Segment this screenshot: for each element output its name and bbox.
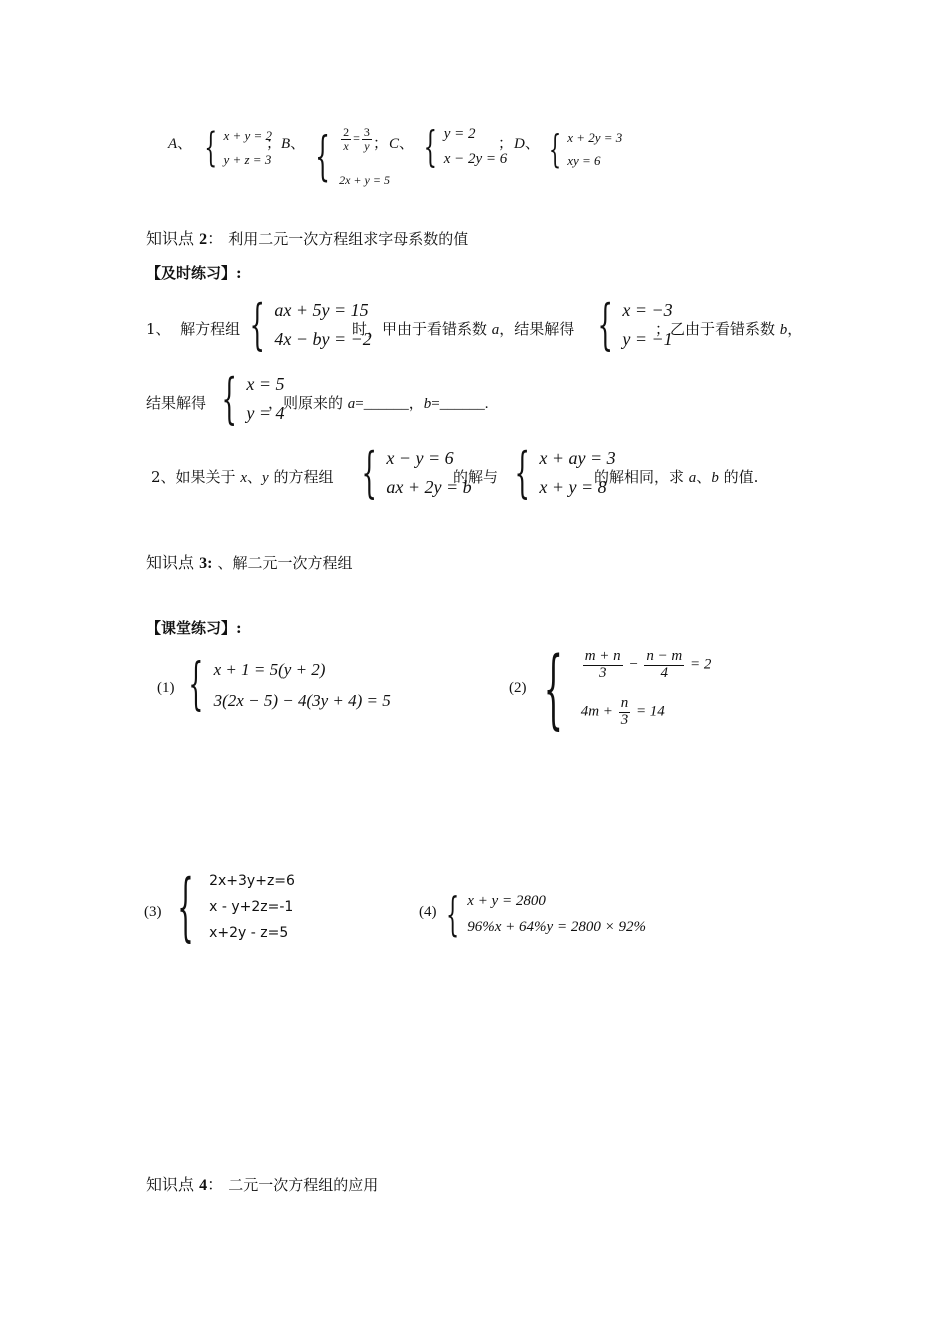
q1-lead: 1、 解方程组 xyxy=(146,320,241,338)
p2-system: { $\frac{m + n}{3}$ − $\frac{n - m}{4}$ = 2 4m + $\frac{n}{3}$ = 14 xyxy=(543,639,712,739)
q1-middle-text: 时，甲由于看错系数 a，结果解得 xyxy=(352,320,575,338)
p1-eq2: 3(2x − 5) − 4(3y + 4) = 5 xyxy=(213,690,391,710)
q1-line2-lead: 结果解得 xyxy=(146,394,207,412)
choice-b-system: { $\frac{2}{x}$ = $\frac{3}{y}$ 2x + y = 5 xyxy=(315,125,390,187)
choice-a-system: { x + y = 2 y + z = 3 xyxy=(204,125,273,171)
choice-a-label: A、 xyxy=(168,136,193,152)
q1-system-eq2: 4x − by = −2 xyxy=(274,329,372,349)
p1-system: { x + 1 = 5(y + 2) 3(2x − 5) − 4(3y + 4) = 5 xyxy=(188,652,391,717)
p2-eq2: 4m + $\frac{n}{3}$ = 14 xyxy=(580,695,665,728)
choice-d-eq1: x + 2y = 3 xyxy=(567,129,623,145)
choice-b-label: B、 xyxy=(281,136,306,152)
p4-eq2: 96%x + 64%y = 2800 × 92% xyxy=(467,918,646,935)
q1-solution-2-eq1: x = 5 xyxy=(246,374,285,394)
choice-a-end: ； xyxy=(266,134,282,152)
q2-system-2-eq1: x + ay = 3 xyxy=(539,448,616,468)
p2-label: (2) xyxy=(509,680,527,696)
choice-a-eq1: x + y = 2 xyxy=(223,128,273,143)
q1-system: { ax + 5y = 15 4x − by = −2 xyxy=(249,293,372,356)
choice-c-system: { y = 2 x − 2y = 6 xyxy=(423,122,508,171)
p3-eq1: 2x+3y+z=6 xyxy=(209,873,295,889)
choice-b-eq2: 2x + y = 5 xyxy=(339,173,390,187)
q2-lead: 2、如果关于 x、y 的方程组 xyxy=(151,468,334,486)
p3-system: { 2x+3y+z=6 x - y+2z=-1 x+2y - z=5 xyxy=(177,864,295,950)
q1-solution-1-eq1: x = −3 xyxy=(622,300,673,320)
kp4-heading: 知识点 4： 二元一次方程组的应用 xyxy=(146,1175,379,1194)
q2-tail-text: 的解相同，求 a、b 的值. xyxy=(594,468,759,486)
kp3-heading: 知识点 3: 、解二元一次方程组 xyxy=(146,553,353,572)
p3-label: (3) xyxy=(144,904,162,920)
kp2-heading: 知识点 2： 利用二元一次方程组求字母系数的值 xyxy=(146,229,469,248)
q2-system-1-eq2: ax + 2y = b xyxy=(386,477,472,497)
q2-system-2-eq2: x + y = 8 xyxy=(539,477,607,497)
p2-eq1: $\frac{m + n}{3}$ − $\frac{n - m}{4}$ = 2 xyxy=(584,648,712,681)
q1-system-eq1: ax + 5y = 15 xyxy=(274,300,369,320)
q2-middle-text: 的解与 xyxy=(453,468,499,486)
p3-eq3: x+2y - z=5 xyxy=(209,925,289,941)
p1-eq1: x + 1 = 5(y + 2) xyxy=(213,659,326,679)
choice-d-system: { x + 2y = 3 xy = 6 xyxy=(549,127,623,171)
q2-system-2: { x + ay = 3 x + y = 8 xyxy=(514,441,616,504)
q2-system-1-eq1: x − y = 6 xyxy=(386,448,454,468)
p1-label: (1) xyxy=(157,680,175,696)
choice-c-end: ； xyxy=(498,134,514,152)
q1-tail-text: ；乙由于看错系数 b， xyxy=(655,320,803,338)
choice-c-label: C、 xyxy=(389,136,415,152)
choice-c-eq1: y = 2 xyxy=(443,126,476,142)
p4-eq1: x + y = 2800 xyxy=(467,892,546,909)
practice-class-title: 【课堂练习】: xyxy=(146,619,242,637)
q1-line2-tail: ，则原来的 a=______，b=______. xyxy=(268,394,489,412)
choice-d-eq2: xy = 6 xyxy=(567,152,601,168)
choice-b-end: ； xyxy=(373,134,389,152)
p3-eq2: x - y+2z=-1 xyxy=(209,899,294,915)
p4-label: (4) xyxy=(419,904,437,920)
q1-solution-2: { x = 5 y = 4 xyxy=(221,367,285,430)
choice-c-eq2: x − 2y = 6 xyxy=(443,151,508,167)
choice-d-label: D、 xyxy=(514,136,540,152)
practice-timely-title: 【及时练习】: xyxy=(146,264,242,282)
choice-a-eq2: y + z = 3 xyxy=(223,152,272,167)
q2-system-1: { x − y = 6 ax + 2y = b xyxy=(361,441,472,504)
q1-solution-2-eq2: y = 4 xyxy=(246,403,285,423)
p4-system: { x + y = 2800 96%x + 64%y = 2800 × 92% xyxy=(446,887,646,941)
q1-solution-1: { x = −3 y = −1 xyxy=(597,293,673,356)
choice-b-eq1: $\frac{2}{x}$ = $\frac{3}{y}$ xyxy=(343,125,370,153)
q1-solution-1-eq2: y = −1 xyxy=(622,329,673,349)
